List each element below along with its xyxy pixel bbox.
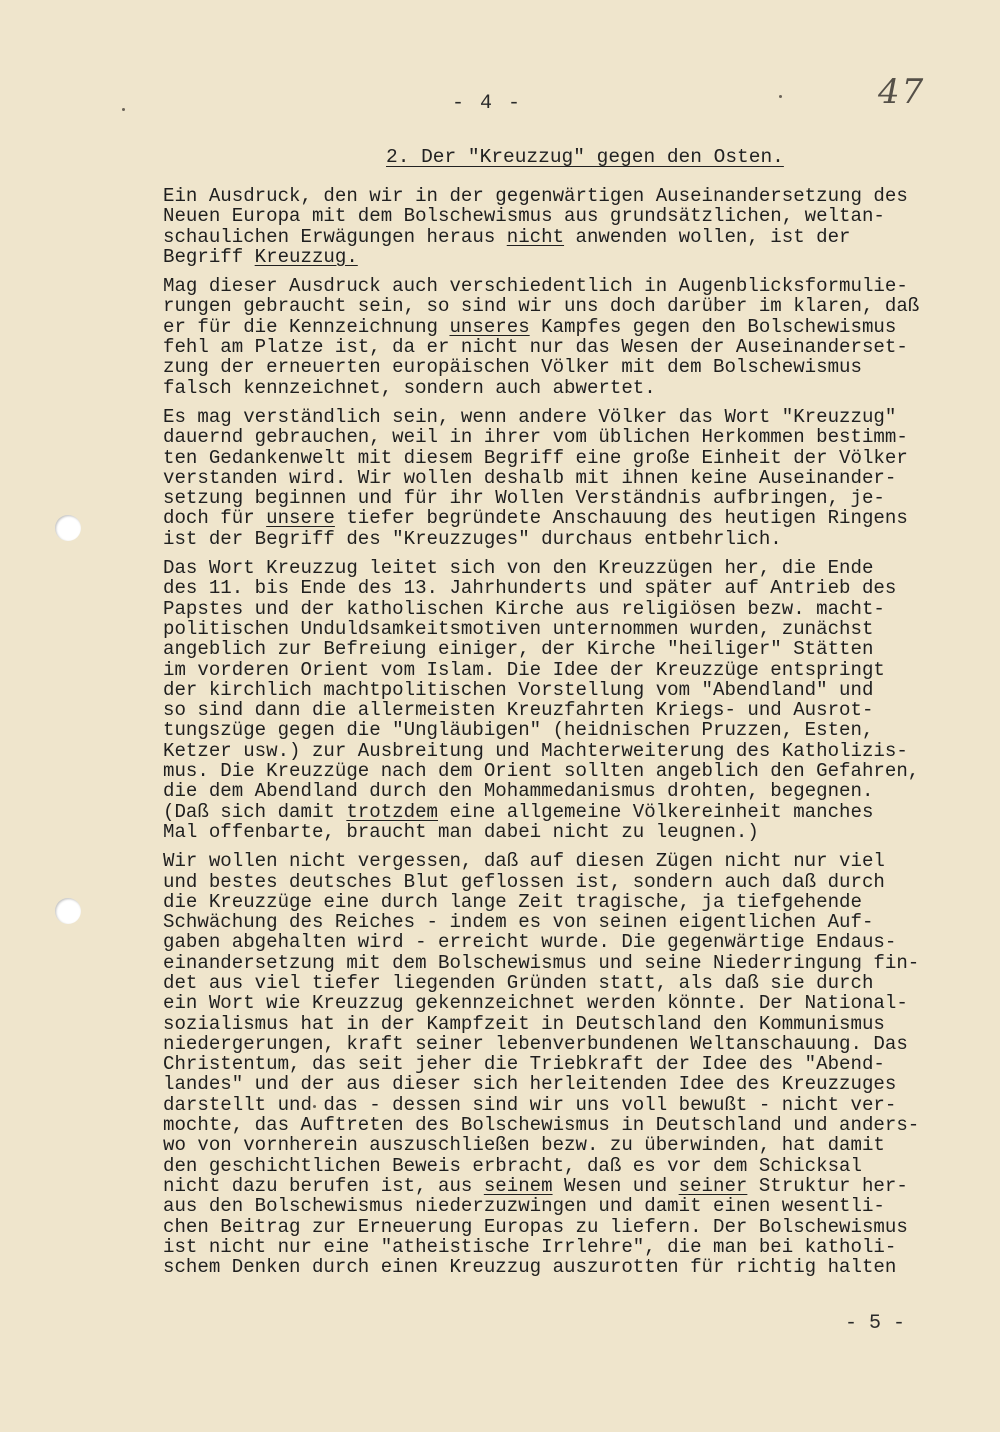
underlined-word: unseres [449,315,530,338]
text-line: fehl am Platze ist, da er nicht nur das Wesen der Auseinanderset- [163,336,908,359]
text-line: ten Gedankenwelt mit diesem Begriff eine große Einheit der Völker [163,446,908,469]
text-line: chen Beitrag zur Erneuerung Europas zu liefern. Der Bolschewismus [163,1215,908,1238]
page-number: - 4 - [452,92,523,115]
punch-hole [55,515,81,541]
text-line: nicht dazu berufen ist, aus seinem Wesen und seiner Struktur her- [163,1174,908,1197]
text-line: wo von vornherein auszuschließen bezw. zu überwinden, hat damit [163,1134,885,1157]
text-line: Das Wort Kreuzzug leitet sich von den Kreuzzügen her, die Ende [163,557,874,580]
text-line: Papstes und der katholischen Kirche aus religiösen bezw. macht- [163,597,885,620]
underlined-word: seiner [678,1174,748,1197]
text-line: sozialismus hat in der Kampfzeit in Deutschland den Kommunismus [163,1012,885,1035]
text-line: angeblich zur Befreiung einiger, der Kirche "heiliger" Stätten [163,638,874,661]
section-heading: 2. Der "Kreuzzug" gegen den Osten. [386,146,784,168]
text-line: mus. Die Kreuzzüge nach dem Orient sollten angeblich den Gefahren, [163,760,920,783]
text-line: Begriff Kreuzzug. [163,245,358,268]
text-line: doch für unsere tiefer begründete Anschauung des heutigen Ringens [163,507,908,530]
archive-folio-number: 47 [878,72,926,112]
paper-speck [122,108,125,111]
text-line: tungszüge gegen die "Ungläubigen" (heidnischen Pruzzen, Esten, [163,719,874,742]
text-line: mochte, das Auftreten des Bolschewismus in Deutschland und anders- [163,1114,920,1137]
text-line: ein Wort wie Kreuzzug gekennzeichnet werden könnte. Der National- [163,992,908,1015]
text-line: so sind dann die allermeisten Kreuzfahrten Kriegs- und Ausrot- [163,699,874,722]
text-line: schem Denken durch einen Kreuzzug auszurotten für richtig halten [163,1256,897,1279]
text-line: Mag dieser Ausdruck auch verschiedentlich in Augenblicksformulie- [163,275,908,298]
body-text [163,186,973,1286]
text-line: der kirchlich machtpolitischen Vorstellung vom "Abendland" und [163,678,874,701]
underlined-word: trotzdem [346,800,439,823]
text-line: niedergerungen, kraft seiner lebenverbundenen Weltanschauung. Das [163,1032,908,1055]
paragraph [163,851,973,1277]
text-line: Schwächung des Reiches - indem es von seinen eigentlichen Auf- [163,911,874,934]
text-line: gaben abgehalten wird - erreicht wurde. Die gegenwärtige Endaus- [163,931,897,954]
text-line: Mal offenbarte, braucht man dabei nicht zu leugnen.) [163,820,759,843]
paragraph [163,407,973,549]
text-line: aus den Bolschewismus niederzuzwingen und damit einen wesentli- [163,1195,885,1218]
text-line: im vorderen Orient vom Islam. Die Idee der Kreuzzüge entspringt [163,658,885,681]
text-line: schaulichen Erwägungen heraus nicht anwenden wollen, ist der [163,225,851,248]
text-line: einandersetzung mit dem Bolschewismus und seine Niederringung fin- [163,951,920,974]
text-line: (Daß sich damit trotzdem eine allgemeine Völkereinheit manches [163,800,874,823]
paragraph [163,558,973,842]
text-line: Wir wollen nicht vergessen, daß auf diesen Zügen nicht nur viel [163,850,885,873]
text-line: Neuen Europa mit dem Bolschewismus aus grundsätzlichen, weltan- [163,205,885,228]
text-line: darstellt und das - dessen sind wir uns voll bewußt - nicht ver- [163,1093,897,1116]
text-line: rungen gebraucht sein, so sind wir uns doch darüber im klaren, daß [163,295,920,318]
text-line: falsch kennzeichnet, sondern auch abwertet. [163,376,656,399]
text-line: die Kreuzzüge eine durch lange Zeit tragische, ja tiefgehende [163,890,862,913]
text-line: er für die Kennzeichnung unseres Kampfes gegen den Bolschewismus [163,315,897,338]
text-line: Ketzer usw.) zur Ausbreitung und Machterweiterung des Katholizis- [163,739,908,762]
paper-speck [779,95,782,98]
underlined-word: Kreuzzug. [254,245,358,268]
text-line: und bestes deutsches Blut geflossen ist, sondern auch daß durch [163,870,885,893]
text-line: setzung beginnen und für ihr Wollen Verständnis aufbringen, je- [163,487,885,510]
punch-hole [55,898,81,924]
text-line: zung der erneuerten europäischen Völker mit dem Bolschewismus [163,356,862,379]
text-line: des 11. bis Ende des 13. Jahrhunderts und später auf Antrieb des [163,577,897,600]
text-line: ist der Begriff des "Kreuzzuges" durchaus entbehrlich. [163,527,782,550]
underlined-word: seinem [483,1174,553,1197]
next-page-number: - 5 - [845,1312,906,1335]
text-line: landes" und der aus dieser sich herleitenden Idee des Kreuzzuges [163,1073,897,1096]
text-line: Ein Ausdruck, den wir in der gegenwärtigen Auseinandersetzung des [163,185,908,207]
text-line: Christentum, das seit jeher die Triebkraft der Idee des "Abend- [163,1053,885,1076]
paragraph [163,186,973,267]
paragraph [163,276,973,398]
text-line: det aus viel tiefer liegenden Gründen statt, als daß sie durch [163,971,874,994]
text-line: ist nicht nur eine "atheistische Irrlehre", die man bei katholi- [163,1235,897,1258]
text-line: verstanden wird. Wir wollen deshalb mit ihnen keine Auseinander- [163,466,897,489]
text-line: dauernd gebrauchen, weil in ihrer vom üblichen Herkommen bestimm- [163,426,908,449]
underlined-word: nicht [506,225,565,248]
text-line: den geschichtlichen Beweis erbracht, daß es vor dem Schicksal [163,1154,862,1177]
text-line: politischen Unduldsamkeitsmotiven unternommen wurden, zunächst [163,617,874,640]
text-line: die dem Abendland durch den Mohammedanismus drohten, begegnen. [163,780,874,803]
underlined-word: unsere [266,507,335,530]
text-line: Es mag verständlich sein, wenn andere Völker das Wort "Kreuzzug" [163,405,897,428]
